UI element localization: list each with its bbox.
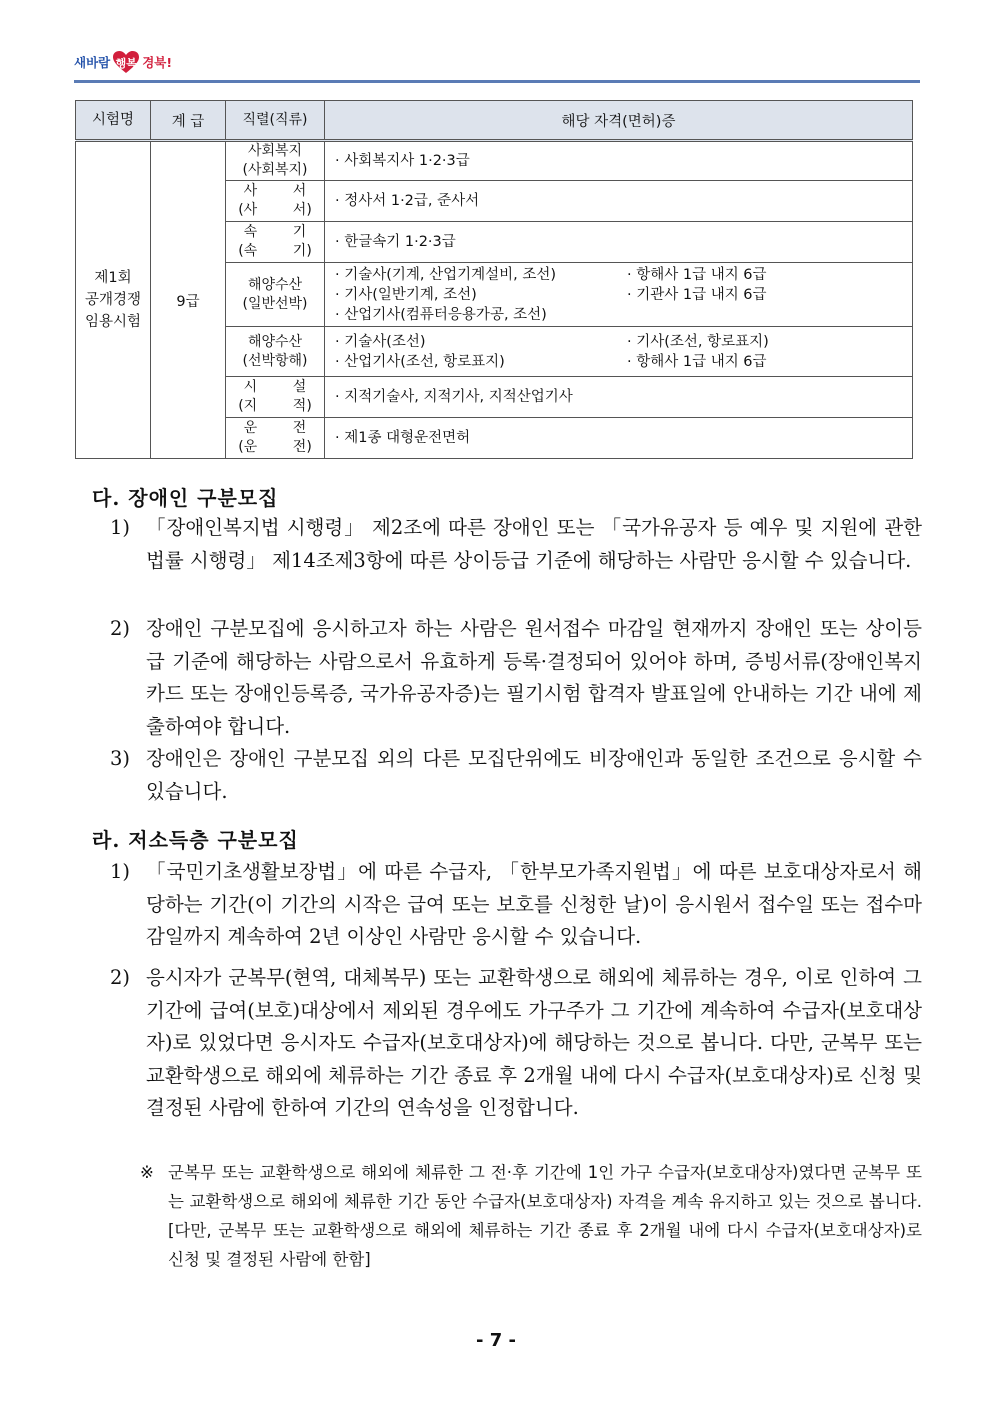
- job-line: 사회복지: [247, 143, 303, 159]
- table-row: [76, 141, 913, 181]
- qualification-left: · 제1종 대형운전면허: [335, 430, 471, 446]
- job-line: 해양수산: [247, 276, 303, 293]
- list-item: [110, 512, 922, 577]
- grade-cell: 9급: [151, 141, 226, 459]
- qualification-left: · 사회복지사 1·2·3급: [335, 153, 470, 169]
- job-cell: [226, 222, 325, 263]
- job-line: (선박항해): [242, 352, 308, 369]
- qualification-line: [335, 191, 908, 211]
- qualification-line: [335, 151, 908, 171]
- qualification-cell: [325, 377, 913, 418]
- qualification-right: · 항해사 1급 내지 6급: [627, 353, 767, 370]
- item-text: 「국민기초생활보장법」에 따른 수급자, 「한부모가족지원법」에 따른 보호대상자로서 해당하는 기간(이 기간의 시작은 급여 또는 보호를 신청한 날)이 응시원서 접수일 또는 접수마감일까지 계속하여 2년 이상인 사람만 응시할 수 있습니다.: [146, 860, 922, 948]
- section-title-low-income: 라. 저소득층 구분모집: [92, 828, 299, 852]
- list-item: [110, 856, 922, 954]
- job-cell: [226, 181, 325, 222]
- item-number: 3): [110, 747, 131, 770]
- qualification-line: [335, 352, 908, 372]
- item-text: 응시자가 군복무(현역, 대체복무) 또는 교환학생으로 해외에 체류하는 경우, 이로 인하여 그 기간에 급여(보호)대상에서 제외된 경우에도 가구주가 그 기간에 계속하여 수급자(보호대상자)로 있었다면 응시자도 수급자(보호대상자)에 해당하는 것으로 봅니다. 다만, 군복무 또는 교환학생으로 해외에 체류하는 기간 종료 후 2개월 내에 다시 수급자(보호대상자)로 신청 및 결정된 사람에 한하여 기간의 연속성을 인정합니다.: [146, 966, 922, 1119]
- exam-name-line: 공개경쟁: [84, 292, 142, 308]
- qualification-left: · 지적기술사, 지적기사, 지적산업기사: [335, 389, 573, 405]
- exam-name-line: 임용시험: [84, 314, 142, 330]
- header-rule: [74, 80, 920, 83]
- col-header-grade: 계 급: [151, 101, 226, 141]
- item-number: 2): [110, 617, 131, 640]
- job-line: (운 전): [238, 439, 312, 455]
- logo-text-1: 새바람: [74, 55, 111, 70]
- job-cell: [226, 263, 325, 327]
- job-cell: [226, 418, 325, 459]
- col-header-qualification: 해당 자격(면허)증: [325, 101, 913, 141]
- job-line: (사 서): [238, 202, 312, 218]
- job-line: (일반선박): [242, 295, 308, 312]
- qualification-line: [335, 232, 908, 252]
- item-number: 1): [110, 860, 131, 883]
- job-line: 사 서: [243, 183, 307, 199]
- logo-text-2: 행복: [115, 57, 137, 70]
- qualification-left: · 기술사(기계, 산업기계설비, 조선): [335, 266, 557, 283]
- list-item: [110, 743, 922, 808]
- job-line: (사회복지): [242, 162, 308, 178]
- qualification-right: · 항해사 1급 내지 6급: [627, 266, 767, 283]
- job-line: 운 전: [243, 420, 307, 436]
- job-line: (지 적): [238, 398, 312, 414]
- page-number: - 7 -: [476, 1330, 516, 1351]
- section-title-disabled: 다. 장애인 구분모집: [92, 486, 279, 510]
- qualification-cell: [325, 222, 913, 263]
- qualification-cell: [325, 418, 913, 459]
- job-cell: [226, 141, 325, 181]
- col-header-job: 직렬(직류): [226, 101, 325, 141]
- job-line: 해양수산: [247, 333, 303, 350]
- qualification-left: · 산업기사(컴퓨터응용가공, 조선): [335, 306, 547, 323]
- qualification-line: [335, 428, 908, 448]
- job-line: (속 기): [238, 243, 312, 259]
- item-text: 「장애인복지법 시행령」 제2조에 따른 장애인 또는 「국가유공자 등 예우 및 지원에 관한 법률 시행령」 제14조제3항에 따른 상이등급 기준에 해당하는 사람만 응시할 수 있습니다.: [146, 516, 922, 572]
- table-header-row: [76, 101, 913, 141]
- qualification-cell: [325, 327, 913, 377]
- qualification-line: [335, 387, 908, 407]
- item-number: 2): [110, 966, 131, 989]
- qualification-cell: [325, 181, 913, 222]
- heart-icon: [112, 50, 140, 74]
- item-text: 장애인은 장애인 구분모집 외의 다른 모집단위에도 비장애인과 동일한 조건으로 응시할 수 있습니다.: [146, 747, 922, 803]
- list-item: [110, 962, 922, 1125]
- qualification-left: · 기사(일반기계, 조선): [335, 286, 477, 303]
- qualification-line: [335, 332, 908, 352]
- logo: [74, 50, 172, 74]
- list-item: [110, 613, 922, 743]
- qualification-left: · 산업기사(조선, 항로표지): [335, 353, 505, 370]
- item-text: 장애인 구분모집에 응시하고자 하는 사람은 원서접수 마감일 현재까지 장애인 또는 상이등급 기준에 해당하는 사람으로서 유효하게 등록·결정되어 있어야 하며, 증빙서류(장애인복지카드 또는 장애인등록증, 국가유공자증)는 필기시험 합격자 발표일에 안내하는 기간 내에 제출하여야 합니다.: [146, 617, 922, 738]
- qualification-line: [335, 305, 908, 325]
- qualification-cell: [325, 263, 913, 327]
- qualification-cell: [325, 141, 913, 181]
- qualification-line: [335, 285, 908, 305]
- exam-name-cell: [76, 141, 151, 459]
- exam-name-line: 제1회: [94, 270, 132, 286]
- col-header-exam: 시험명: [76, 101, 151, 141]
- job-cell: [226, 327, 325, 377]
- note-mark: ※: [140, 1163, 154, 1182]
- qualification-left: · 정사서 1·2급, 준사서: [335, 193, 480, 209]
- qualification-right: · 기사(조선, 항로표지): [627, 333, 769, 350]
- note: [140, 1158, 922, 1274]
- item-number: 1): [110, 516, 131, 539]
- qualification-line: [335, 265, 908, 285]
- job-cell: [226, 377, 325, 418]
- qualification-left: · 기술사(조선): [335, 333, 426, 350]
- qualification-left: · 한글속기 1·2·3급: [335, 234, 456, 250]
- job-line: 속 기: [243, 224, 307, 240]
- qualification-right: · 기관사 1급 내지 6급: [627, 286, 767, 303]
- logo-text-3: 경북!: [142, 55, 173, 70]
- job-line: 시 설: [243, 379, 307, 395]
- note-text: 군복무 또는 교환학생으로 해외에 체류한 그 전·후 기간에 1인 가구 수급자(보호대상자)였다면 군복무 또는 교환학생으로 해외에 체류한 기간 동안 수급자(보호대상자) 자격을 계속 유지하고 있는 것으로 봅니다. [다만, 군복무 또는 교환학생으로 해외에 체류하는 기간 종료 후 2개월 내에 다시 수급자(보호대상자)로 신청 및 결정된 사람에 한함]: [168, 1163, 922, 1269]
- qualification-table: [75, 100, 913, 459]
